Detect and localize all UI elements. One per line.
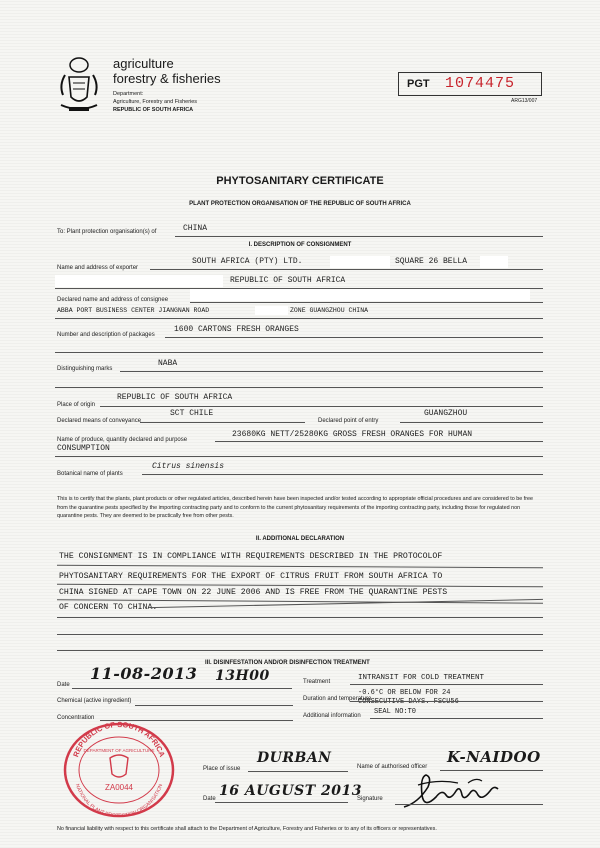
origin-label: Place of origin [57,402,96,408]
dept-sub2: Agriculture, Forestry and Fisheries [113,99,198,105]
place-issue-underline [248,771,348,772]
entry-underline [400,422,543,423]
to-label: To: Plant protection organisation(s) of [57,229,157,235]
treatment-value: INTRANSIT FOR COLD TREATMENT [358,674,485,682]
exporter-underline [150,269,543,270]
redaction [480,256,508,268]
page-subtitle: PLANT PROTECTION ORGANISATION OF THE REPUBLIC OF SOUTH AFRICA [189,201,411,207]
cert-prefix: PGT [407,78,430,90]
botanical-value: Citrus sinensis [152,462,225,471]
stamp-bottom-text: NATIONAL PLANT PROTECTION ORGANISATION [73,783,165,820]
stamp-code: ZA0044 [104,783,134,792]
place-issue-label: Place of issue [203,766,241,772]
marks-label: Distinguishing marks [57,366,113,372]
additional-value: SEAL NO:T0 [374,708,417,716]
conveyance-value: SCT CHILE [170,409,214,418]
declaration-underline [57,650,543,651]
treatment-underline [350,684,543,685]
place-issue-value: DURBAN [257,750,332,766]
footer-disclaimer: No financial liability with respect to this certificate shall attach to the Department of Agriculture, Forestry and Fisheries or to any of its officers or representatives. [57,826,437,832]
certify-paragraph: This is to certify that the plants, plant products or other regulated articles, described herein have been inspected and/or tested according to appropriate official procedures and are considered to be free from the quarantine pests specified by the importing contracting party and to conform to the current phytosanitary requirements of the importing contracting party, including those for regulated non quarantine pests. They are deemed to be practically free from other pests. [57,496,534,519]
section1-heading: I. DESCRIPTION OF CONSIGNMENT [248,242,352,248]
dept-name-line1: agriculture [113,56,174,71]
chemical-label: Chemical (active ingredient) [57,698,132,704]
issue-date-value: 16 AUGUST 2013 [219,783,362,799]
signature-underline [395,804,543,805]
treatment-label: Treatment [303,679,331,685]
redaction [190,289,530,301]
form-code: ARG13/007 [511,98,538,104]
marks-underline [120,371,543,372]
declaration-line3: CHINA SIGNED AT CAPE TOWN ON 22 JUNE 2006 AND IS FREE FROM THE QUARANTINE PESTS [59,588,448,597]
exporter-line1b: SQUARE 26 BELLA [395,257,468,266]
consignee-label: Declared name and address of consignee [57,297,169,303]
page-title: PHYTOSANITARY CERTIFICATE [216,175,384,187]
stamp-dept-text: DEPARTMENT OF AGRICULTURE [83,748,155,753]
entry-value: GUANGZHOU [424,409,468,418]
duration-label: Duration and temperature [303,696,372,702]
issue-date-label: Date [203,796,216,802]
botanical-label: Botanical name of plants [57,471,123,477]
declaration-line2: PHYTOSANITARY REQUIREMENTS FOR THE EXPORT OF CITRUS FRUIT FROM SOUTH AFRICA TO [59,572,443,581]
exporter-line2b: REPUBLIC OF SOUTH AFRICA [230,276,346,285]
produce-label: Name of produce, quantity declared and purpose [57,437,188,443]
produce-line1: 23680KG NETT/25280KG GROSS FRESH ORANGES FOR HUMAN [232,430,473,439]
treatment-date-underline [72,688,292,689]
declaration-underline [57,565,543,569]
produce-line2: CONSUMPTION [57,444,110,453]
redaction [55,275,223,287]
produce-underline [215,441,543,442]
exporter-label: Name and address of exporter [57,265,139,271]
additional-label: Additional information [303,713,361,719]
dept-name-line2: forestry & fisheries [113,71,221,86]
concentration-label: Concentration [57,715,95,721]
to-underline [175,236,543,237]
cert-number: 1074475 [445,75,516,92]
marks-underline2 [55,387,543,388]
duration-underline [350,701,543,702]
conveyance-underline [140,422,305,423]
stamp-arms-icon [110,755,128,777]
officer-label: Name of authorised officer [357,764,428,770]
exporter-line1: SOUTH AFRICA (PTY) LTD. [192,257,303,266]
treatment-date-label: Date [57,682,70,688]
packages-label: Number and description of packages [57,332,155,338]
signature-icon [398,765,508,815]
section3-heading: III. DISINFESTATION AND/OR DISINFECTION TREATMENT [205,660,370,666]
origin-underline [100,406,543,407]
issue-date-underline [215,802,348,803]
section2-heading: II. ADDITIONAL DECLARATION [255,536,345,542]
chemical-underline [135,705,293,706]
botanical-underline [142,474,543,475]
duration-line1: -0.6°C OR BELOW FOR 24 [358,689,451,697]
consignee-line2b: ZONE GUANGZHOU CHINA [290,307,369,314]
dept-sub3: REPUBLIC OF SOUTH AFRICA [113,107,194,113]
cert-number-box [398,72,542,96]
consignee-line2: ABBA PORT BUSINESS CENTER JIANGNAN ROAD [57,307,210,314]
declaration-line1: THE CONSIGNMENT IS IN COMPLIANCE WITH REQUIREMENTS DESCRIBED IN THE PROTOCOLOF [59,552,443,561]
signature-label: Signature [357,796,383,802]
declaration-line4: OF CONCERN TO CHINA. [59,603,158,612]
entry-label: Declared point of entry [318,418,379,424]
consignee-underline2 [55,318,543,319]
treatment-date-value: 11-08-2013 [90,664,198,683]
to-value: CHINA [183,224,208,233]
redaction [330,256,390,268]
official-stamp [60,720,178,820]
marks-value: NABA [158,359,178,368]
declaration-underline [57,617,543,618]
declaration-underline [57,584,543,588]
additional-underline [370,718,543,719]
produce-underline2 [55,456,543,457]
origin-value: REPUBLIC OF SOUTH AFRICA [117,393,233,402]
redaction [255,306,288,315]
stamp-outer-text: REPUBLIC OF SOUTH AFRICA [71,720,167,759]
officer-value: K-NAIDOO [447,748,541,766]
treatment-time-value: 13H00 [215,668,270,684]
conveyance-label: Declared means of conveyance [57,418,142,424]
dept-sub1: Department: [113,91,144,97]
coat-of-arms-icon [55,55,103,119]
packages-underline2 [55,352,543,353]
consignee-underline [190,302,543,303]
duration-line2: CONSECUTIVE DAYS. FSCU56 [358,698,459,706]
declaration-underline [57,634,543,635]
packages-underline [165,337,543,338]
packages-value: 1600 CARTONS FRESH ORANGES [174,325,299,334]
